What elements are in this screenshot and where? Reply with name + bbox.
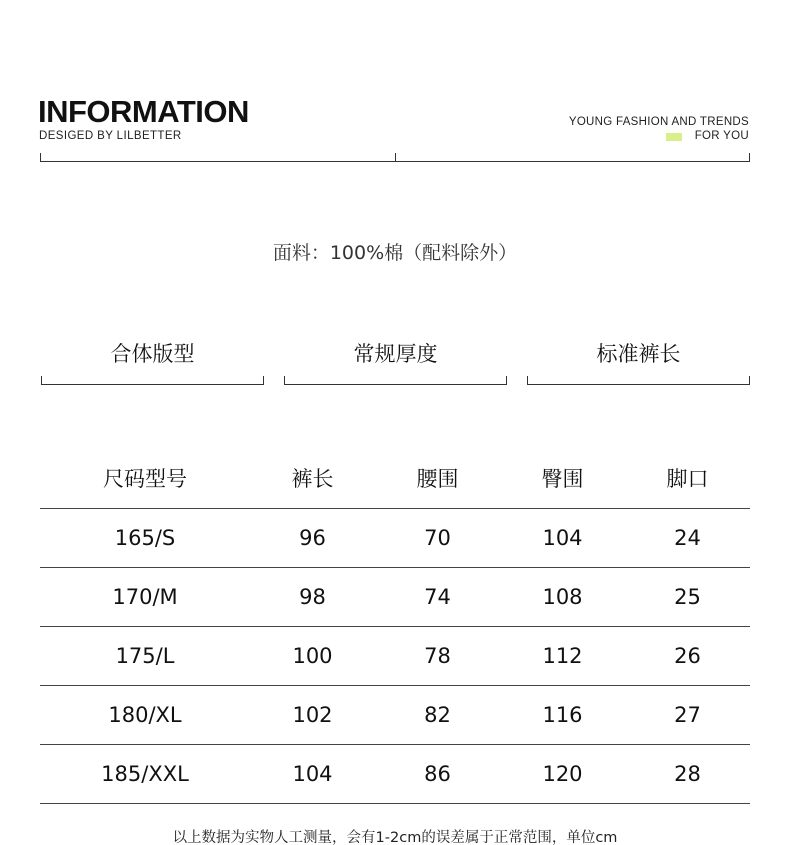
table-row — [40, 568, 750, 627]
tagline-line-2: FOR YOU — [694, 130, 749, 142]
cell-length: 100 — [292, 644, 333, 668]
cell-size: 170/M — [112, 585, 178, 609]
header-hem: 脚口 — [666, 467, 709, 491]
fabric-composition: 面料：100%棉（配料除外） — [272, 242, 518, 264]
tagline-line-1: YOUNG FASHION AND TRENDS — [568, 116, 749, 128]
cell-hip: 116 — [542, 703, 583, 727]
measurement-note: 以上数据为实物人工测量，会有1-2cm的误差属于正常范围，单位cm — [172, 830, 618, 845]
header-bracket-left — [40, 153, 396, 162]
cell-waist: 70 — [424, 526, 451, 550]
cell-waist: 82 — [424, 703, 451, 727]
tag-thickness-bracket — [284, 376, 507, 385]
cell-size: 180/XL — [108, 703, 182, 727]
table-row — [40, 745, 750, 804]
cell-hem: 26 — [674, 644, 701, 668]
page-title: INFORMATION — [38, 94, 249, 129]
cell-length: 102 — [292, 703, 333, 727]
table-row — [40, 509, 750, 568]
header-bracket-right — [395, 153, 750, 162]
header-waist: 腰围 — [416, 467, 459, 491]
cell-hem: 24 — [674, 526, 701, 550]
cell-waist: 78 — [424, 644, 451, 668]
cell-waist: 86 — [424, 762, 451, 786]
cell-hem: 25 — [674, 585, 701, 609]
size-table — [40, 448, 750, 804]
header-hip: 臀围 — [541, 467, 584, 491]
tag-length: 标准裤长 — [596, 342, 681, 366]
tag-fit-bracket — [41, 376, 264, 385]
cell-size: 185/XXL — [101, 762, 189, 786]
tag-thickness: 常规厚度 — [353, 342, 438, 366]
cell-hip: 120 — [542, 762, 583, 786]
table-row — [40, 686, 750, 745]
cell-hip: 108 — [542, 585, 583, 609]
cell-waist: 74 — [424, 585, 451, 609]
cell-size: 175/L — [115, 644, 175, 668]
page-subtitle: DESIGED BY LILBETTER — [39, 130, 182, 142]
cell-hip: 112 — [542, 644, 583, 668]
cell-hem: 28 — [674, 762, 701, 786]
cell-length: 96 — [299, 526, 326, 550]
cell-length: 104 — [292, 762, 333, 786]
accent-swatch — [666, 133, 682, 141]
cell-size: 165/S — [114, 526, 176, 550]
cell-hem: 27 — [674, 703, 701, 727]
cell-hip: 104 — [542, 526, 583, 550]
tag-length-bracket — [527, 376, 750, 385]
table-row — [40, 627, 750, 686]
cell-length: 98 — [299, 585, 326, 609]
header-size: 尺码型号 — [103, 467, 187, 491]
header-length: 裤长 — [291, 467, 334, 491]
table-header-row — [40, 448, 750, 509]
tag-fit: 合体版型 — [110, 342, 195, 366]
